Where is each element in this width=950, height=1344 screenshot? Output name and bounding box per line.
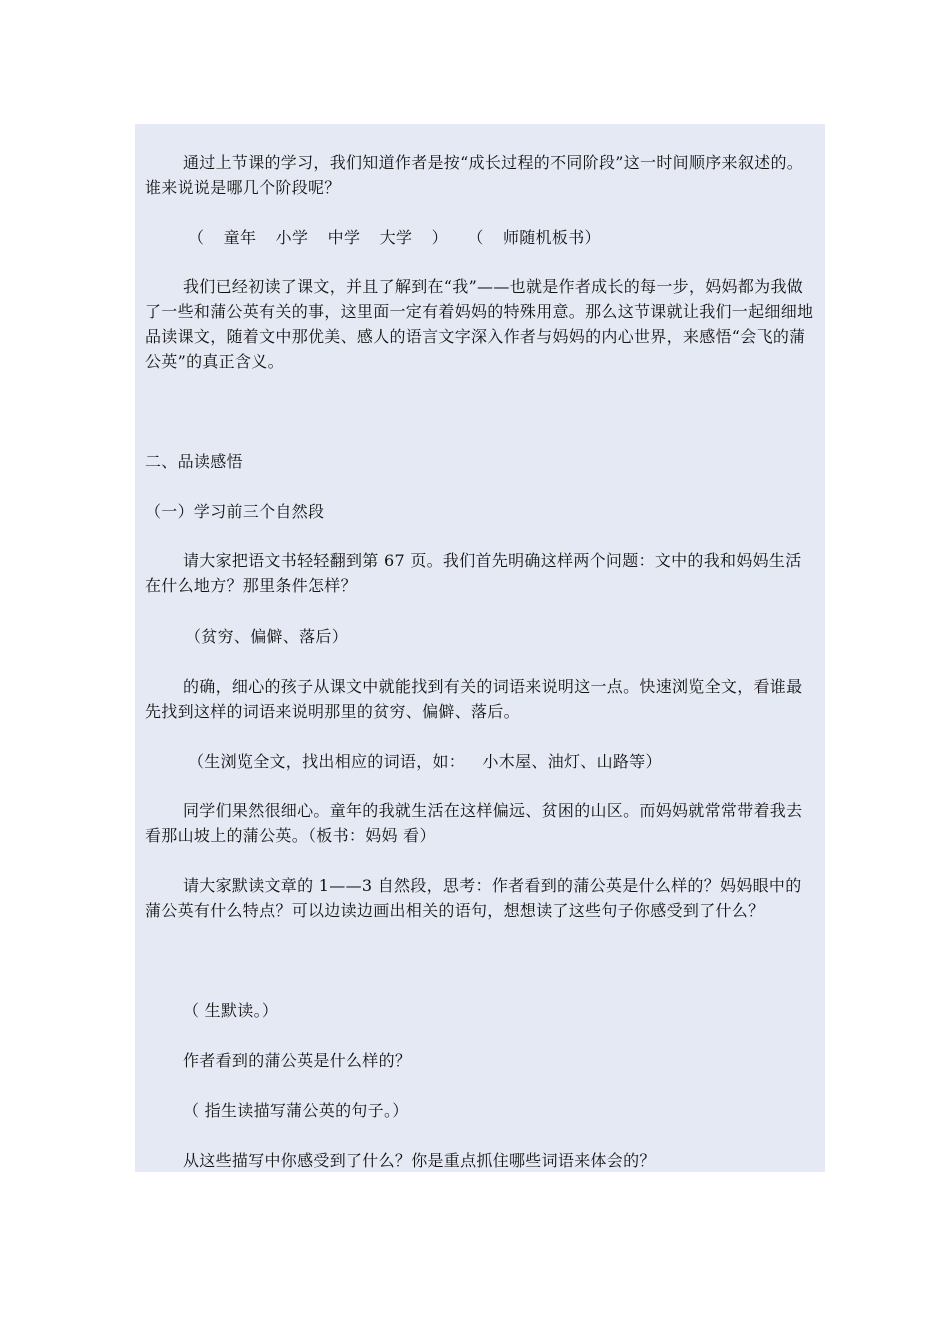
paragraph-review: 我们已经初读了课文，并且了解到在“我”——也就是作者成长的每一步，妈妈都为我做了一些和蒲公英有关的事，这里面一定有着妈妈的特殊用意。那么这节课就让我们一起细细地品读课文，随着文中那优美、感人的语言文字深入作者与妈妈的内心世界，来感悟“会飞的蒲公英”的真正含义。 bbox=[145, 277, 814, 371]
paragraph-question-dandelion: 作者看到的蒲公英是什么样的？ bbox=[183, 1051, 412, 1070]
paragraph-student-browse: （生浏览全文，找出相应的词语，如： 小木屋、油灯、山路等） bbox=[188, 752, 662, 771]
paragraph-careful: 同学们果然很细心。童年的我就生活在这样偏远、贫困的山区。而妈妈就常常带着我去看那山坡上的蒲公英。（板书：妈妈 看） bbox=[145, 801, 803, 845]
paragraph-stages: （ 童年 小学 中学 大学 ） （ 师随机板书） bbox=[188, 228, 601, 247]
section-heading: 二、品读感悟 bbox=[145, 452, 243, 471]
paragraph-answer-conditions: （贫穷、偏僻、落后） bbox=[185, 627, 349, 646]
paragraph-intro: 通过上节课的学习，我们知道作者是按“成长过程的不同阶段”这一时间顺序来叙述的。谁来说说是哪几个阶段呢？ bbox=[145, 153, 804, 197]
paragraph-feelings: 从这些描写中你感受到了什么？你是重点抓住哪些词语来体会的？ bbox=[183, 1151, 656, 1170]
subsection-heading: （一）学习前三个自然段 bbox=[145, 502, 325, 521]
paragraph-silent-reading: 请大家默读文章的 1——3 自然段，思考：作者看到的蒲公英是什么样的？妈妈眼中的蒲公英有什么特点？可以边读边画出相关的语句，想想读了这些句子你感受到了什么？ bbox=[145, 876, 802, 920]
paragraph-student-reads: （ 生默读。） bbox=[183, 1001, 279, 1020]
paragraph-find-words: 的确，细心的孩子从课文中就能找到有关的词语来说明这一点。快速浏览全文，看谁最先找到这样的词语来说明那里的贫穷、偏僻、落后。 bbox=[145, 677, 803, 721]
paragraph-question-place: 请大家把语文书轻轻翻到第 67 页。我们首先明确这样两个问题：文中的我和妈妈生活在什么地方？那里条件怎样？ bbox=[145, 551, 802, 595]
paragraph-read-sentences: （ 指生读描写蒲公英的句子。） bbox=[183, 1101, 409, 1120]
